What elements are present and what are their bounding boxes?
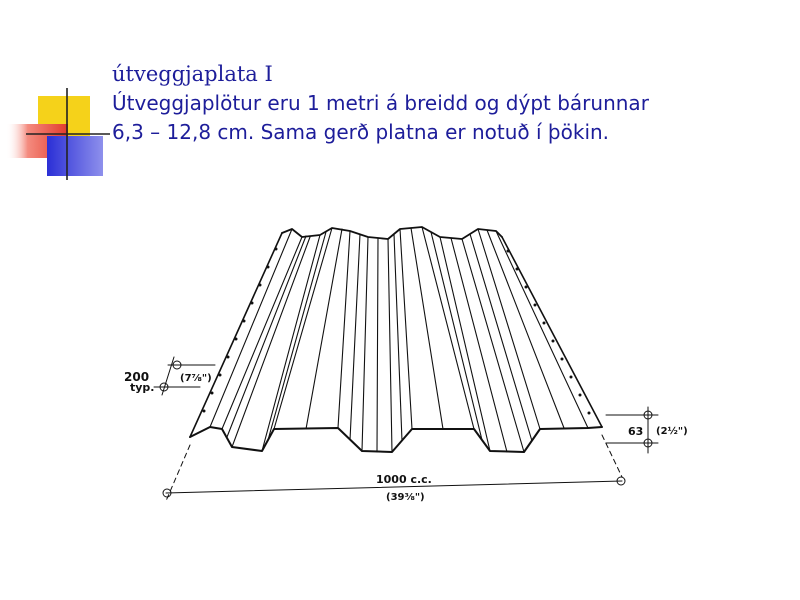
- pitch-mm-label: 200: [124, 370, 150, 384]
- slide-body-line-1: Útveggjaplötur eru 1 metri á breidd og dýpt bárunnar: [112, 91, 649, 115]
- corrugated-panel-drawing: [110, 215, 710, 515]
- depth-in-label: (2½"): [656, 426, 688, 437]
- panel-front-profile: [190, 427, 602, 452]
- depth-mm-label: 63: [628, 425, 644, 438]
- slide-title: útveggjaplata I: [112, 62, 273, 86]
- pitch-in-label: (7⅞"): [180, 373, 212, 384]
- slide-body-line-2: 6,3 – 12,8 cm. Sama gerð platna er notuð í þökin.: [112, 120, 610, 144]
- corrugation-lines: [210, 227, 588, 452]
- width-in-label: (39⅜"): [386, 492, 425, 503]
- panel-left-edge: [190, 233, 282, 437]
- width-mm-label: 1000 c.c.: [376, 473, 432, 486]
- slide-logo-decoration: [0, 0, 120, 190]
- panel-top-profile: [282, 227, 502, 239]
- slide-text: [112, 60, 792, 147]
- logo-blue-square: [47, 136, 103, 176]
- fastener-dots: [203, 248, 591, 415]
- pitch-typ-label: typ.: [130, 381, 155, 394]
